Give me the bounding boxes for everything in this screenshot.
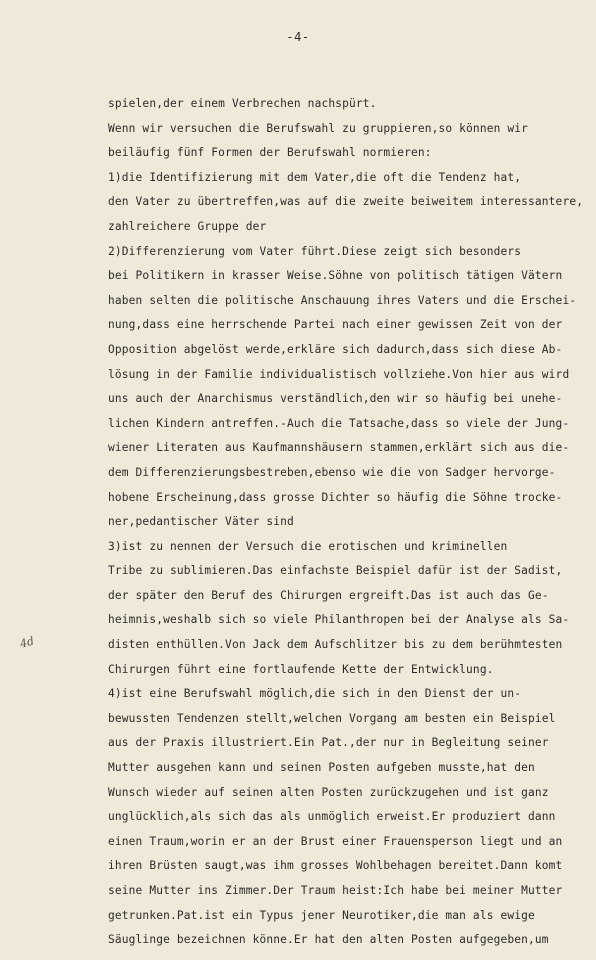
text-line: wiener Literaten aus Kaufmannshäusern stammen,erklärt sich aus die- bbox=[108, 441, 570, 455]
text-line: aus der Praxis illustriert.Ein Pat.,der nur in Begleitung seiner bbox=[108, 736, 549, 750]
text-line: Chirurgen führt eine fortlaufende Kette der Entwicklung. bbox=[108, 662, 494, 676]
text-line: 1)die Identifizierung mit dem Vater,die oft die Tendenz hat, bbox=[108, 170, 522, 184]
text-line: heimnis,weshalb sich so viele Philanthropen bei der Analyse als Sa- bbox=[108, 613, 570, 627]
text-line: disten enthüllen.Von Jack dem Aufschlitzer bis zu dem berühmtesten bbox=[108, 638, 563, 652]
text-line: beiläufig fünf Formen der Berufswahl normieren: bbox=[108, 146, 432, 160]
text-line: spielen,der einem Verbrechen nachspürt. bbox=[108, 97, 377, 110]
text-line: lichen Kindern antreffen.-Auch die Tatsache,dass so viele der Jung- bbox=[108, 416, 570, 430]
text-line: lösung in der Familie individualistisch vollziehe.Von hier aus wird bbox=[108, 367, 570, 381]
text-line: Säuglinge bezeichnen könne.Er hat den alten Posten aufgegeben,um bbox=[108, 933, 549, 947]
text-line: Opposition abgelöst werde,erkläre sich dadurch,dass sich diese Ab- bbox=[108, 342, 563, 356]
text-line: seine Mutter ins Zimmer.Der Traum heist:Ich habe bei meiner Mutter bbox=[108, 884, 563, 897]
text-line: 2)Differenzierung vom Vater führt.Diese zeigt sich besonders bbox=[108, 244, 522, 258]
text-line: einen Traum,worin er an der Brust einer Frauensperson liegt und an bbox=[108, 834, 563, 848]
text-line: Wunsch wieder auf seinen alten Posten zurückzugehen und ist ganz bbox=[108, 785, 549, 799]
text-line: ner,pedantischer Väter sind bbox=[108, 515, 294, 529]
margin-annotation: 4d bbox=[18, 634, 36, 651]
text-line: bewussten Tendenzen stellt,welchen Vorgang am besten ein Beispiel bbox=[108, 711, 556, 725]
text-line: Tribe zu sublimieren.Das einfachste Beispiel dafür ist der Sadist, bbox=[108, 564, 563, 578]
text-line: unglücklich,als sich das als unmöglich erweist.Er produziert dann bbox=[108, 810, 556, 824]
text-line: getrunken.Pat.ist ein Typus jener Neurotiker,die man als ewige bbox=[108, 908, 535, 922]
text-line: 4)ist eine Berufswahl möglich,die sich in den Dienst der un- bbox=[108, 687, 522, 701]
text-line: bei Politikern in krasser Weise.Söhne von politisch tätigen Vätern bbox=[108, 269, 563, 283]
body-text bbox=[108, 92, 584, 953]
text-line: Wenn wir versuchen die Berufswahl zu gruppieren,so können wir bbox=[108, 121, 529, 135]
page-number: -4- bbox=[286, 30, 310, 44]
text-line: der später den Beruf des Chirurgen ergreift.Das ist auch das Ge- bbox=[108, 588, 549, 602]
text-line: uns auch der Anarchismus verständlich,den wir so häufig bei unehe- bbox=[108, 392, 563, 406]
text-line: haben selten die politische Anschauung ihres Vaters und die Erschei- bbox=[108, 293, 577, 307]
text-line: nung,dass eine herrschende Partei nach einer gewissen Zeit von der bbox=[108, 318, 563, 332]
text-line: 3)ist zu nennen der Versuch die erotischen und kriminellen bbox=[108, 539, 508, 553]
text-line: den Vater zu übertreffen,was auf die zweite beiweitem interessantere, bbox=[108, 195, 584, 209]
text-line: zahlreichere Gruppe der bbox=[108, 219, 267, 233]
text-line: dem Differenzierungsbestreben,ebenso wie die von Sadger hervorge- bbox=[108, 465, 556, 479]
text-line: ihren Brüsten saugt,was ihm grosses Wohlbehagen bereitet.Dann komt bbox=[108, 859, 563, 873]
text-line: hobene Erscheinung,dass grosse Dichter so häufig die Söhne trocke- bbox=[108, 490, 563, 504]
text-line: Mutter ausgehen kann und seinen Posten aufgeben musste,hat den bbox=[108, 761, 535, 775]
